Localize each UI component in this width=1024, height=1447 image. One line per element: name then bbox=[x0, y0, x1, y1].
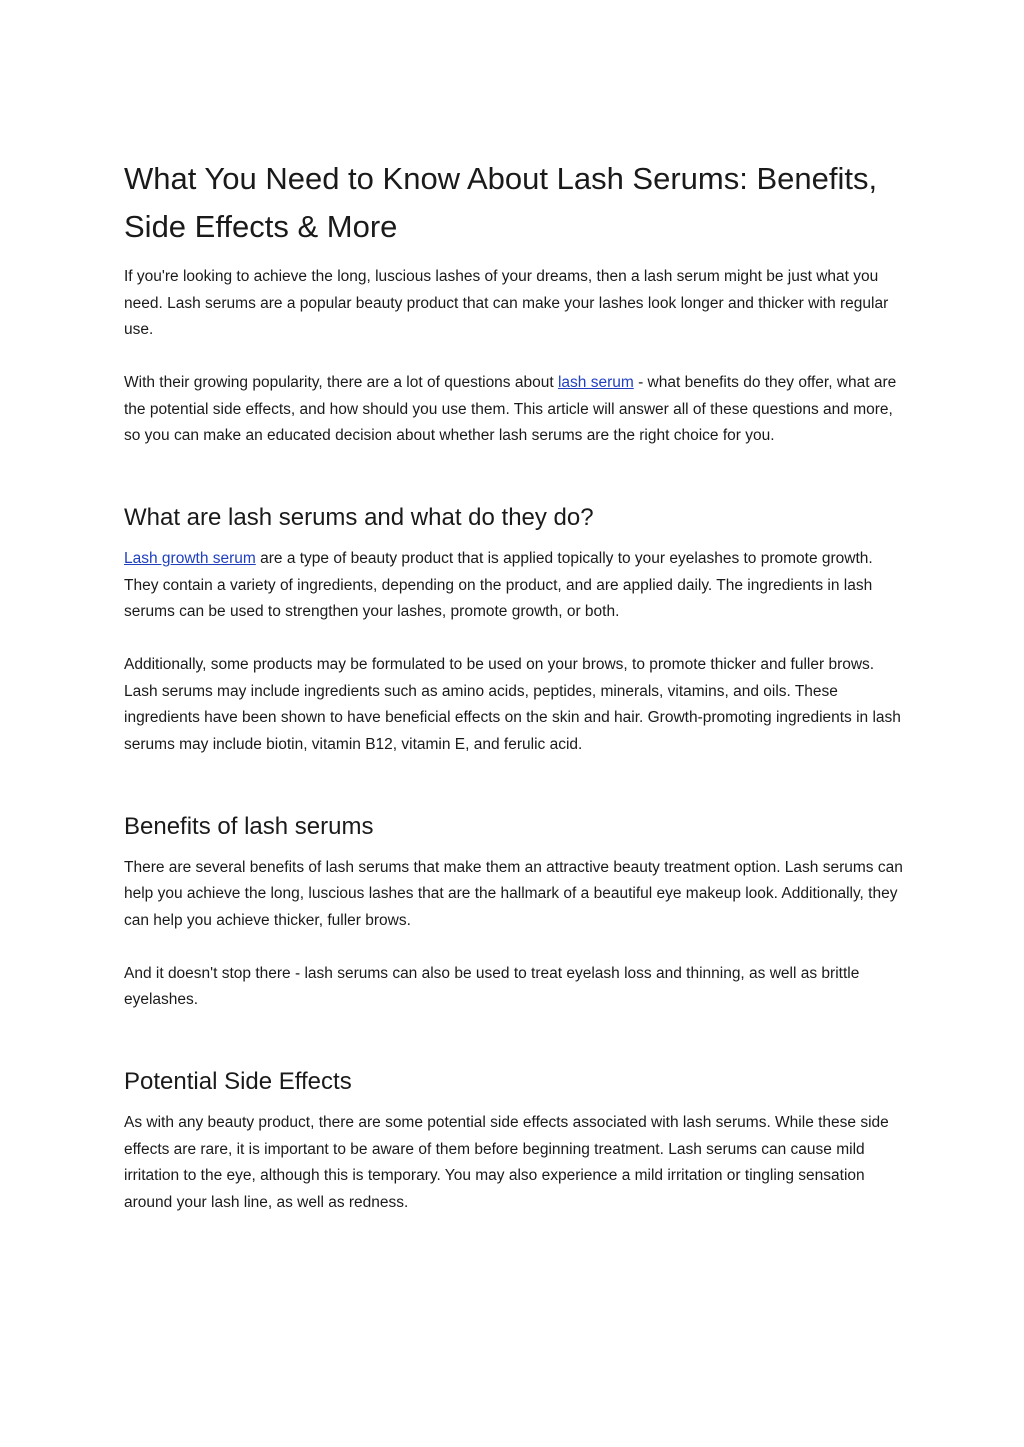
section1-paragraph-1 bbox=[124, 546, 904, 626]
intro-paragraph-1: If you're looking to achieve the long, luscious lashes of your dreams, then a lash serum might be just what you need. Lash serums are a popular beauty product that can make your lashes look longer and thicker with regular use. bbox=[124, 268, 889, 338]
section-heading-what-are: What are lash serums and what do they do? bbox=[124, 504, 594, 531]
spacer bbox=[124, 1040, 904, 1067]
lash-serum-link[interactable]: lash serum bbox=[557, 374, 634, 391]
document-page bbox=[124, 155, 904, 1243]
section-heading-benefits: Benefits of lash serums bbox=[124, 812, 374, 840]
spacer bbox=[124, 785, 904, 812]
lash-growth-serum-link[interactable]: Lash growth serum bbox=[124, 550, 256, 567]
intro-p2-text-before: With their growing popularity, there are a lot of questions about bbox=[124, 374, 558, 391]
section-heading-side-effects: Potential Side Effects bbox=[124, 1068, 352, 1095]
section1-p1-text: are a type of beauty product that is applied topically to your eyelashes to promote growth. They contain a variety of ingredients, depending on the product, and are applied daily. The ingredients in lash serums can be used to strengthen your lashes, promote growth, or both. bbox=[124, 550, 873, 620]
spacer bbox=[124, 476, 904, 503]
page-title: What You Need to Know About Lash Serums: Benefits, Side Effects & More bbox=[124, 161, 878, 244]
section3-paragraph-1: As with any beauty product, there are some potential side effects associated with lash serums. While these side effects are rare, it is important to be aware of them before beginning treatment. Lash serums can cause mild irritation to the eye, although this is temporary. You may also experience a mild irritation or tingling sensation around your lash line, as well as redness. bbox=[124, 1114, 889, 1211]
intro-p2-text-after: - what benefits do they offer, what are the potential side effects, and how should you use them. This article will answer all of these questions and more, so you can make an educated decision about whether lash serums are the right choice for you. bbox=[124, 374, 897, 444]
intro-paragraph-2 bbox=[124, 370, 904, 450]
section2-paragraph-2: And it doesn't stop there - lash serums can also be used to treat eyelash loss and thinning, as well as brittle eyelashes. bbox=[124, 964, 860, 1008]
section2-paragraph-1: There are several benefits of lash serums that make them an attractive beauty treatment option. Lash serums can help you achieve the long, luscious lashes that are the hallmark of a beautiful eye makeup look. Additionally, they can help you achieve thicker, fuller brows. bbox=[124, 858, 903, 929]
section1-paragraph-2: Additionally, some products may be formulated to be used on your brows, to promote thicker and fuller brows. Lash serums may include ingredients such as amino acids, peptides, minerals, vitamins, and oils. These ingredients have been shown to have beneficial effects on the skin and hair. Growth-promoting ingredients in lash serums may include biotin, vitamin B12, vitamin E, and ferulic acid. bbox=[124, 656, 901, 753]
